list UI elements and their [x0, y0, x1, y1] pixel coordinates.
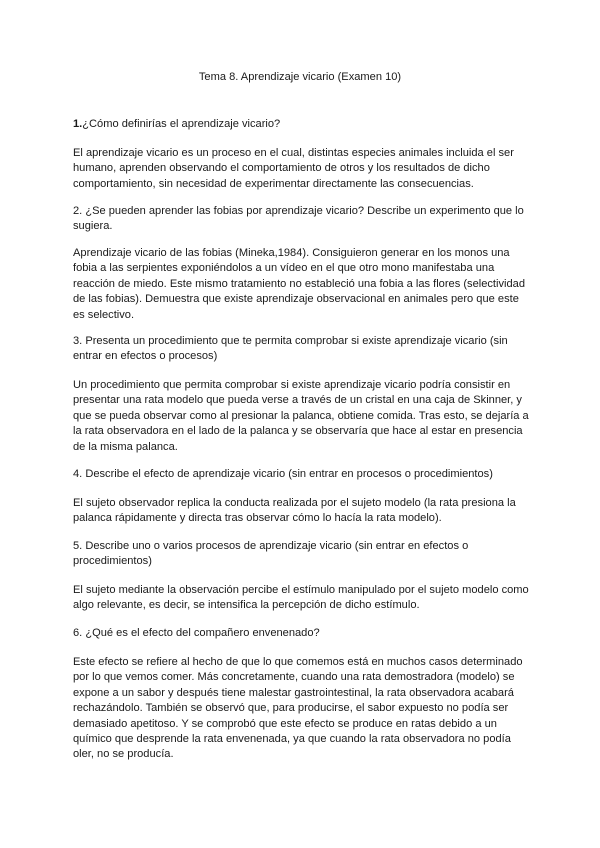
question-1 [73, 117, 533, 132]
question-6: 6. ¿Qué es el efecto del compañero envenenado? [73, 627, 320, 639]
question-3: 3. Presenta un procedimiento que te permita comprobar si existe aprendizaje vicario (sin entrar en efectos o procesos) [73, 335, 508, 363]
answer-1: El aprendizaje vicario es un proceso en el cual, distintas especies animales incluida el ser humano, aprenden observando el comportamiento de otros y los resultados de dicho comportamiento, sin necesidad de experimentar directamente las consecuencias. [73, 147, 514, 190]
answer-4: El sujeto observador replica la conducta realizada por el sujeto modelo (la rata presiona la palanca rápidamente y directa tras observar cómo lo hacía la rata modelo). [73, 497, 516, 525]
question-2: 2. ¿Se pueden aprender las fobias por aprendizaje vicario? Describe un experimento que lo sugiera. [73, 205, 524, 233]
answer-2: Aprendizaje vicario de las fobias (Mineka,1984). Consiguieron generar en los monos una fobia a las serpientes exponiéndolos a un vídeo en el que otro mono manifestaba una reacción de miedo. Este mismo tratamiento no estableció una fobia a las flores (selectividad de las fobias). Demuestra que existe aprendizaje observacional en animales pero que este es selectivo. [73, 247, 525, 321]
answer-3: Un procedimiento que permita comprobar si existe aprendizaje vicario podría consistir en presentar una rata modelo que pueda verse a través de un cristal en una caja de Skinner, y que se pueda observar como al presionar la palanca, obtiene comida. Tras esto, se dejaría a la rata observadora en el lado de la palanca y se observaría que hace al estar en presencia de la misma palanca. [73, 379, 529, 453]
question-1-number: 1. [73, 118, 83, 130]
question-5: 5. Describe uno o varios procesos de aprendizaje vicario (sin entrar en efectos o procedimientos) [73, 540, 469, 568]
answer-6: Este efecto se refiere al hecho de que lo que comemos está en muchos casos determinado por lo que vemos comer. Más concretamente, cuando una rata demostradora (modelo) se expone a un sabor y después tiene malestar gastrointestinal, la rata observadora acabará rechazándolo. También se observó que, para producirse, el sabor expuesto no podía ser demasiado apetitoso. Y se comprobó que este efecto se produce en ratas debido a un químico que desprende la rata envenenada, ya que cuando la rata observadora no podía oler, no se producía. [73, 656, 523, 761]
document-title: Tema 8. Aprendizaje vicario (Examen 10) [198, 71, 402, 83]
answer-5: El sujeto mediante la observación percibe el estímulo manipulado por el sujeto modelo como algo relevante, es decir, se intensifica la percepción de dicho estímulo. [73, 584, 529, 612]
question-1-text: ¿Cómo definirías el aprendizaje vicario? [82, 118, 281, 130]
question-4: 4. Describe el efecto de aprendizaje vicario (sin entrar en procesos o procedimientos) [73, 468, 493, 480]
